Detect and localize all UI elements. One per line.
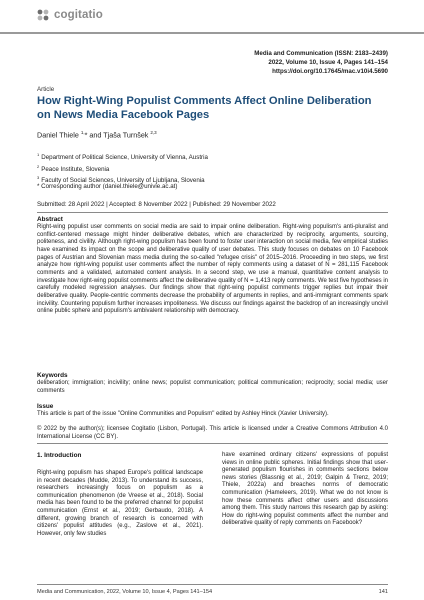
- affiliation-number: 1: [37, 152, 40, 157]
- corresponding-author: * Corresponding author (daniel.thiele@univie.ac.at): [37, 183, 178, 190]
- journal-volume: 2022, Volume 10, Issue 4, Pages 141–154: [268, 58, 388, 66]
- journal-info: [254, 50, 388, 76]
- affiliation-number: 3: [37, 175, 40, 181]
- abstract-text: Right-wing populist user comments on social media are said to impair online deliberation. Right-wing populism's anti-pluralist and conflict-centered message might hinder deliberative debates, which are characterized by reciprocity, arguments, sourcing, politeness, and civility. Although right-wing populism has been found to foster user interaction on social media, few empirical studies have examined its impact on the scope and deliberative quality of user debates. This study focuses on debates on 10 Facebook pages of Austrian and Slovenian mass media during the so-called "refugee crisis" of 2015–2016. Proceeding in two steps, we first analyze how right-wing populist user comments affect the number of reply comments using a dataset of N = 281,115 Facebook comments and a validated, automated content analysis. In a second step, we use a manual, quantitative content analysis to investigate how right-wing populist comments affect the deliberative quality of N = 1,413 reply comments. We test five hypotheses in carefully modeled regression analyses. Our findings show that right-wing populist comments trigger replies but impair their deliberative quality. People-centric comments decrease the probability of arguments in replies, and anti-immigrant comments spark incivility. Countering populism further increases impoliteness. We discuss our findings against the backdrop of an increasingly uncivil online public sphere and populism's ambivalent relationship with democracy.: [37, 224, 388, 315]
- affiliation-item: [37, 163, 208, 175]
- introduction-text-left: Right-wing populism has shaped Europe's political landscape in recent decades (Mudde, 2013). To understand its success, researchers increasingly focus on populism as a communication phenomenon (de Vreese et al., 2018). Social media has been found to be the preferred channel for populist communication (Ernst et al., 2019; Gerbaudo, 2018). A different, growing branch of research is concerned with citizens' populist attitudes (e.g., Zaslove et al., 2021). However, only few studies: [37, 470, 203, 537]
- introduction-text-right: have examined ordinary citizens' expressions of populist views in online public spheres. Initial findings show that user-generated populism flourishes in comments sections below news stories (Blassnig et al., 2019; Galpin & Trenz, 2019; Thiele, 2022a) and breaches norms of democratic communication (Hameleers, 2019). What we do not know is how these comments affect other users and discussions among them. This study narrows this research gap by asking: How do right-wing populist comments affect the number and deliberative quality of reply comments on Facebook?: [222, 452, 388, 527]
- author-name-2: Tjaša Turnšek: [103, 130, 149, 140]
- footer-divider: [37, 584, 388, 585]
- cogitatio-logo-icon: [35, 7, 51, 23]
- issue-heading: Issue: [37, 403, 54, 410]
- article-title: How Right-Wing Populist Comments Affect Online Deliberation on News Media Facebook Pages: [37, 95, 372, 121]
- affiliation-list: [37, 151, 208, 186]
- author-affiliation-marker-2: 2,3: [150, 130, 157, 135]
- issue-text: This article is part of the issue "Online Communities and Populism" edited by Ashley Hinck (Xavier University).: [37, 411, 329, 417]
- affiliation-item: [37, 151, 208, 163]
- page-number: 141: [378, 589, 388, 595]
- affiliation-number: 2: [37, 163, 40, 169]
- license-divider: [37, 443, 388, 444]
- logo-text: cogitatio: [54, 9, 103, 21]
- affiliation-text: Faculty of Social Sciences, University of Ljubljana, Slovenia: [41, 177, 205, 185]
- footer-citation: Media and Communication, 2022, Volume 10, Issue 4, Pages 141–154: [37, 589, 213, 595]
- abstract-heading: Abstract: [37, 216, 63, 223]
- author-line: [37, 130, 157, 139]
- introduction-heading: 1. Introduction: [37, 452, 82, 459]
- author-name-1: Daniel Thiele: [37, 130, 79, 140]
- journal-issn: Media and Communication (ISSN: 2183–2439): [254, 50, 388, 57]
- publication-dates: Submitted: 28 April 2022 | Accepted: 8 November 2022 | Published: 29 November 2022: [37, 201, 276, 208]
- doi-link[interactable]: https://doi.org/10.17645/mac.v10i4.5690: [272, 67, 388, 75]
- keywords-heading: Keywords: [37, 372, 68, 379]
- article-type: Article: [37, 86, 55, 93]
- author-affiliation-marker-1: 1,: [80, 130, 85, 135]
- affiliation-text: Peace Institute, Slovenia: [41, 165, 110, 173]
- affiliation-text: Department of Political Science, University of Vienna, Austria: [41, 154, 208, 162]
- author-connector: * and: [84, 130, 102, 140]
- journal-logo: [35, 7, 103, 23]
- keywords-text: deliberation; immigration; incivility; online news; populist communication; political communication; reciprocity; social media; user comments: [37, 380, 388, 394]
- dates-divider: [37, 212, 388, 213]
- header-divider: [0, 32, 424, 34]
- license-text: © 2022 by the author(s); licensee Cogitatio (Lisbon, Portugal). This article is licensed under a Creative Commons Attribution 4.0 International License (CC BY).: [37, 426, 388, 441]
